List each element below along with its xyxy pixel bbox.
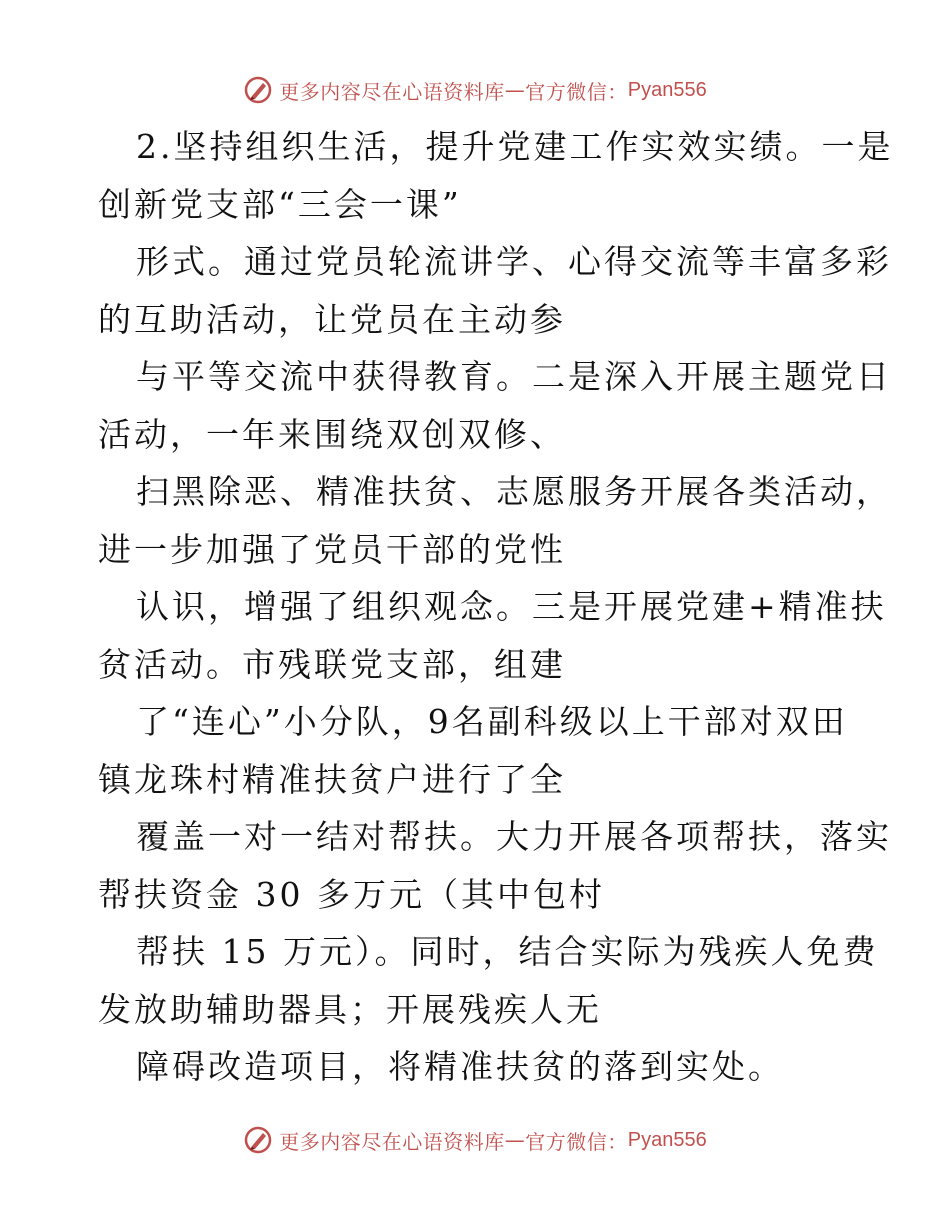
- body-line: 覆盖一对一结对帮扶。大力开展各项帮扶，落实: [136, 817, 892, 856]
- footer-wechat-label: 官方微信：: [525, 1129, 628, 1154]
- header-wechat-label: 官方微信：: [525, 79, 628, 104]
- footer-separator: —: [504, 1128, 526, 1152]
- pen-logo-icon: [243, 1125, 273, 1155]
- footer-wechat-id: Pyan556: [627, 1128, 707, 1151]
- body-line: 进一步加强了党员干部的党性: [98, 529, 566, 569]
- body-line: 镇龙珠村精准扶贫户进行了全: [98, 759, 566, 799]
- footer-banner: [0, 1120, 950, 1160]
- body-line: 形式。通过党员轮流讲学、心得交流等丰富多彩: [136, 242, 892, 281]
- body-line: 帮扶资金 30 多万元（其中包村: [98, 874, 605, 914]
- body-line: 贫活动。市残联党支部，组建: [98, 644, 566, 684]
- body-line: 扫黑除恶、精准扶贫、志愿服务开展各类活动，: [136, 472, 892, 511]
- body-line: 与平等交流中获得教育。二是深入开展主题党日: [136, 357, 892, 396]
- header-banner: [0, 70, 950, 110]
- body-line: 帮扶 15 万元）。同时，结合实际为残疾人免费: [136, 932, 879, 971]
- document-body: [98, 118, 894, 1096]
- body-line: 2.坚持组织生活，提升党建工作实效实绩。一是: [136, 127, 894, 166]
- pen-logo-icon: [243, 75, 273, 105]
- header-separator: —: [504, 78, 526, 102]
- header-wechat-id: Pyan556: [627, 78, 707, 101]
- body-line: 认识，增强了组织观念。三是开展党建+精准扶: [136, 587, 887, 626]
- body-line: 了“连心”小分队，9名副科级以上干部对双田: [136, 702, 848, 741]
- footer-site-text: 更多内容尽在心语资料库: [279, 1129, 505, 1154]
- header-site-text: 更多内容尽在心语资料库: [279, 79, 505, 104]
- body-line: 发放助辅助器具；开展残疾人无: [98, 989, 602, 1029]
- body-line: 创新党支部“三会一课”: [98, 184, 462, 224]
- body-line: 活动，一年来围绕双创双修、: [98, 414, 566, 454]
- body-line: 障碍改造项目，将精准扶贫的落到实处。: [136, 1047, 784, 1086]
- body-line: 的互助活动，让党员在主动参: [98, 299, 566, 339]
